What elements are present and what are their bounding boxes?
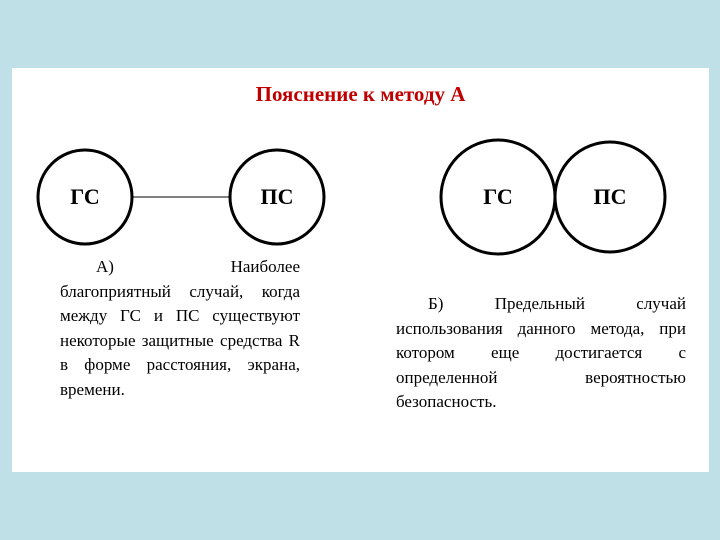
slide (12, 68, 709, 472)
slide-title: Пояснение к методу А (255, 82, 466, 106)
case-a-description: А) Наиболее благоприятный случай, когда между ГС и ПС существуют некоторые защитные средства R в форме расстояния, экрана, времени. (60, 257, 300, 399)
gs-label-a: ГС (70, 184, 100, 209)
ps-label-b: ПС (593, 184, 627, 209)
gs-label-b: ГС (483, 184, 513, 209)
case-b-description: Б) Предельный случай использования данного метода, при котором еще достигается с определенной вероятностью безопасность. (396, 294, 686, 412)
ps-label-a: ПС (260, 184, 294, 209)
